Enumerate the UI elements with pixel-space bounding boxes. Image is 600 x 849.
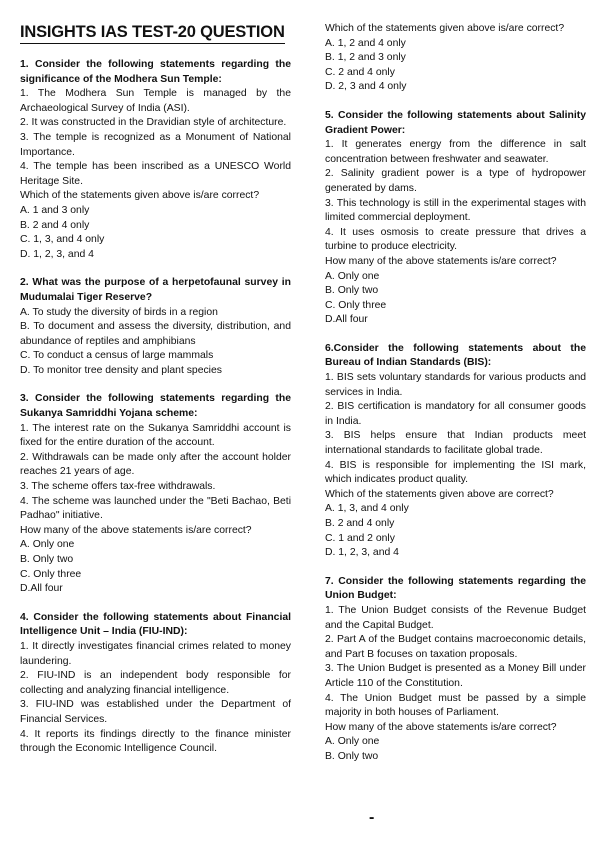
question-line: 1. It generates energy from the difference in salt concentration between freshwater and seawater. [325,139,586,165]
question-line: C. 1 and 2 only [325,532,395,544]
question-block [20,392,291,596]
right-column [325,22,586,779]
question-line: 2. It was constructed in the Dravidian style of architecture. [20,117,287,129]
question-heading: 1. Consider the following statements regarding the significance of the Modhera Sun Temple: [20,59,291,85]
question-line: C. 2 and 4 only [325,66,395,78]
question-line: 3. The scheme offers tax-free withdrawals. [20,481,216,493]
question-line: 2. FIU-IND is an independent body responsible for collecting and analyzing financial intelligence. [20,670,291,696]
question-line: A. 1 and 3 only [20,204,90,216]
question-line: 3. FIU-IND was established under the Department of Financial Services. [20,699,291,725]
question-line: C. To conduct a census of large mammals [20,350,214,362]
question-line: D. 1, 2, 3, and 4 [325,547,399,559]
question-line: How many of the above statements is/are correct? [20,524,252,536]
question-line: D. 1, 2, 3, and 4 [20,248,94,260]
question-heading: 5. Consider the following statements about Salinity Gradient Power: [325,109,586,136]
question-line: How many of the above statements is/are correct? [325,721,557,733]
question-line: 4. BIS is responsible for implementing the ISI mark, which indicates product quality. [325,459,586,486]
question-line: 3. This technology is still in the experimental stages with limited commercial deployment. [325,197,586,224]
page-title: INSIGHTS IAS TEST-20 QUESTION [20,22,285,44]
question-line: 4. The scheme was launched under the "Beti Bachao, Beti Padhao" initiative. [20,495,291,522]
question-block [20,58,291,262]
left-column [20,58,291,771]
question-line: 4. The temple has been inscribed as a UNESCO World Heritage Site. [20,161,291,187]
question-line: A. 1, 3, and 4 only [325,503,409,515]
question-line: 1. It directly investigates financial crimes related to money laundering. [20,640,291,667]
question-line: D. 2, 3 and 4 only [325,81,407,93]
question-line: A. To study the diversity of birds in a region [20,306,218,318]
question-heading: 3. Consider the following statements regarding the Sukanya Samriddhi Yojana scheme: [20,393,291,420]
question-line: B. To document and assess the diversity, distribution, and abundance of reptiles and amphibians [20,321,291,347]
question-line: B. 1, 2 and 3 only [325,52,406,64]
question-line: 4. It reports its findings directly to the finance minister through the Economic Intelligence Council. [20,728,291,755]
question-line: How many of the above statements is/are correct? [325,255,557,267]
question-line: B. Only two [325,285,379,297]
question-line: B. 2 and 4 only [20,219,90,231]
question-block [325,575,586,765]
question-line: A. Only one [20,539,75,551]
question-line: Which of the statements given above is/are correct? [325,23,565,34]
question-block [325,22,586,95]
question-line: 2. Part A of the Budget contains macroeconomic details, and Part B focuses on taxation proposals. [325,634,586,660]
question-line: B. 2 and 4 only [325,518,395,529]
question-block [325,342,586,561]
question-heading: 4. Consider the following statements about Financial Intelligence Unit – India (FIU-IND): [20,611,291,638]
question-line: D. To monitor tree density and plant species [20,364,222,376]
question-line: B. Only two [325,750,379,762]
question-line: A. 1, 2 and 4 only [325,37,406,49]
page-marker: - [369,809,375,826]
question-line: Which of the statements given above are correct? [325,488,554,500]
question-line: 2. Withdrawals can be made only after the account holder reaches 21 years of age. [20,451,291,478]
question-line: 3. The Union Budget is presented as a Money Bill under Article 110 of the Constitution. [325,663,586,689]
question-line: 1. BIS sets voluntary standards for various products and services in India. [325,372,586,398]
question-line: 3. BIS helps ensure that Indian products meet international standards to facilitate global trade. [325,430,586,457]
question-heading: 2. What was the purpose of a herpetofaunal survey in Mudumalai Tiger Reserve? [20,277,291,303]
question-line: 2. Salinity gradient power is a type of hydropower generated by dams. [325,168,586,194]
question-line: A. Only one [325,270,380,282]
question-heading: 7. Consider the following statements regarding the Union Budget: [325,575,586,602]
question-line: Which of the statements given above is/are correct? [20,190,260,202]
question-line: 4. The Union Budget must be passed by a simple majority in both houses of Parliament. [325,692,586,719]
question-line: 3. The temple is recognized as a Monument of National Importance. [20,131,291,158]
question-line: D.All four [20,583,63,595]
question-line: 1. The Union Budget consists of the Revenue Budget and the Capital Budget. [325,604,586,631]
question-line: 4. It uses osmosis to create pressure that drives a turbine to produce electricity. [325,226,586,253]
question-line: B. Only two [20,554,74,565]
question-line: D.All four [325,314,368,326]
question-line: A. Only one [325,736,380,748]
question-line: C. Only three [20,568,82,580]
question-line: 1. The Modhera Sun Temple is managed by the Archaeological Survey of India (ASI). [20,88,291,114]
question-line: 1. The interest rate on the Sukanya Samriddhi account is fixed for the entire duration of the account. [20,422,291,449]
question-block [325,109,586,328]
question-line: 2. BIS certification is mandatory for all consumer goods in India. [325,401,586,427]
question-heading: 6.Consider the following statements about the Bureau of Indian Standards (BIS): [325,342,586,369]
question-block [20,276,291,378]
question-line: C. Only three [325,299,387,311]
question-line: C. 1, 3, and 4 only [20,234,105,246]
question-block [20,611,291,757]
